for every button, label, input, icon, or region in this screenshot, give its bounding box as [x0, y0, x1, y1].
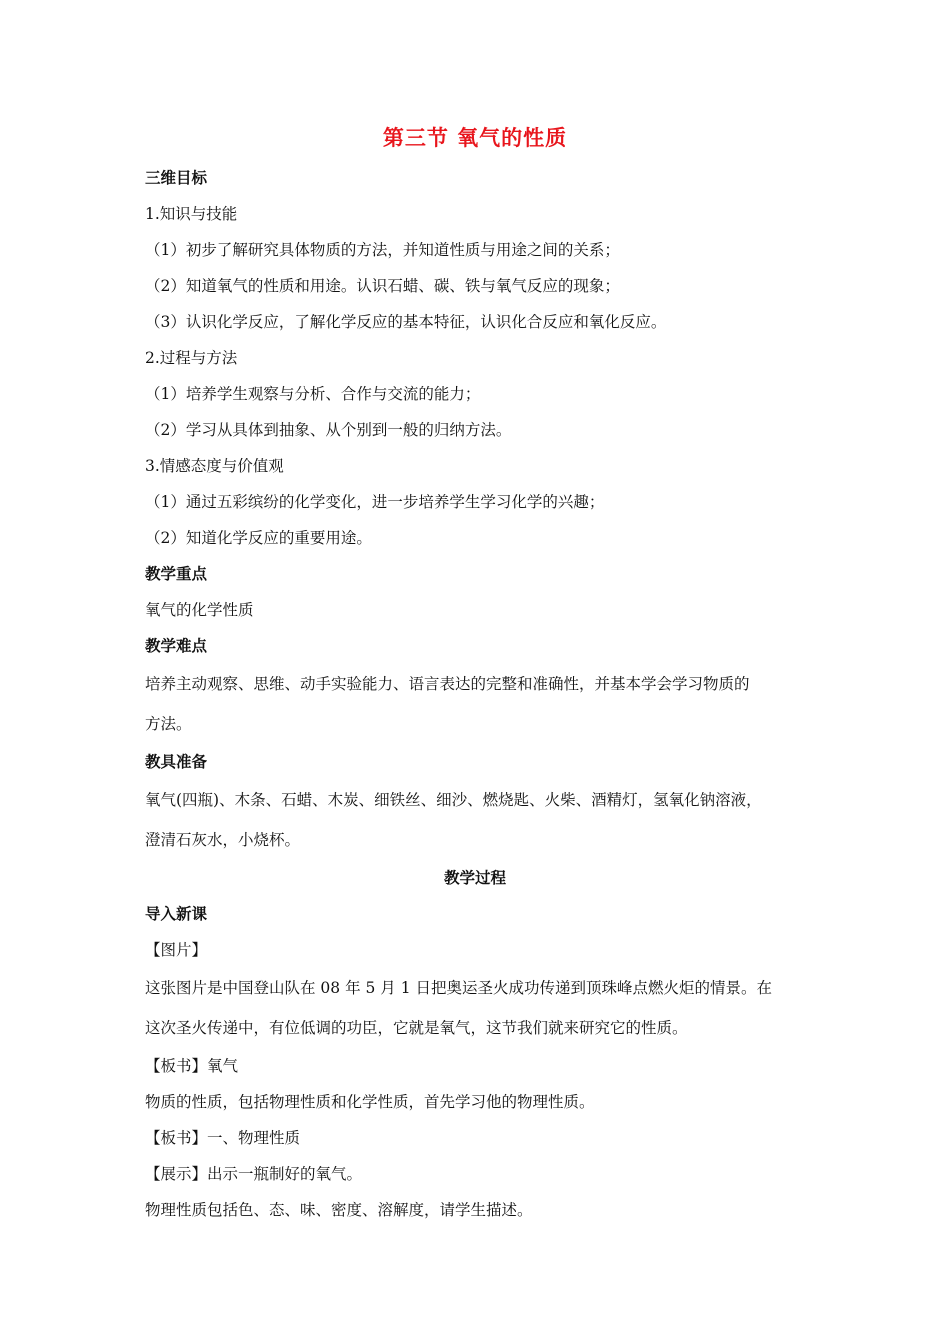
text-line: 这次圣火传递中，有位低调的功臣，它就是氧气，这节我们就来研究它的性质。	[145, 1019, 688, 1037]
section-heading: 教学重点	[145, 565, 208, 583]
text-line: 【图片】	[145, 941, 208, 959]
section-heading: 教学难点	[145, 637, 208, 655]
text-line: （1）培养学生观察与分析、合作与交流的能力；	[145, 385, 481, 403]
text-line: 氧气的化学性质	[145, 601, 254, 619]
text-line: （3）认识化学反应，了解化学反应的基本特征，认识化合反应和氧化反应。	[145, 313, 667, 331]
text-line: 【板书】一、物理性质	[145, 1129, 301, 1147]
document-title: 第三节 氧气的性质	[382, 126, 568, 150]
text-line: 方法。	[145, 715, 192, 733]
text-line: 【展示】出示一瓶制好的氧气。	[145, 1165, 363, 1183]
text-line: 澄清石灰水，小烧杯。	[145, 831, 301, 849]
text-line: 培养主动观察、思维、动手实验能力、语言表达的完整和准确性，并基本学会学习物质的	[145, 675, 750, 693]
centered-heading: 教学过程	[443, 869, 506, 887]
section-heading: 教具准备	[145, 753, 208, 771]
document-body	[145, 160, 825, 1228]
section-heading: 导入新课	[145, 905, 208, 923]
text-line: （2）知道化学反应的重要用途。	[145, 529, 372, 547]
text-line: 这张图片是中国登山队在 08 年 5 月 1 日把奥运圣火成功传递到顶珠峰点燃火炬的情景。在	[145, 979, 773, 997]
text-line: 2.过程与方法	[145, 349, 238, 367]
text-line: 物理性质包括色、态、味、密度、溶解度，请学生描述。	[145, 1201, 533, 1219]
text-line: 3.情感态度与价值观	[145, 457, 284, 475]
text-line: 1.知识与技能	[145, 205, 238, 223]
text-line: （1）初步了解研究具体物质的方法，并知道性质与用途之间的关系；	[145, 241, 620, 259]
text-line: （2）学习从具体到抽象、从个别到一般的归纳方法。	[145, 421, 512, 439]
section-heading: 三维目标	[145, 169, 208, 187]
text-line: （1）通过五彩缤纷的化学变化，进一步培养学生学习化学的兴趣；	[145, 493, 605, 511]
text-line: 【板书】氧气	[145, 1057, 239, 1075]
text-line: 物质的性质，包括物理性质和化学性质，首先学习他的物理性质。	[145, 1093, 595, 1111]
text-line: 氧气(四瓶)、木条、石蜡、木炭、细铁丝、细沙、燃烧匙、火柴、酒精灯，氢氧化钠溶液，	[145, 791, 762, 809]
text-line: （2）知道氧气的性质和用途。认识石蜡、碳、铁与氧气反应的现象；	[145, 277, 620, 295]
